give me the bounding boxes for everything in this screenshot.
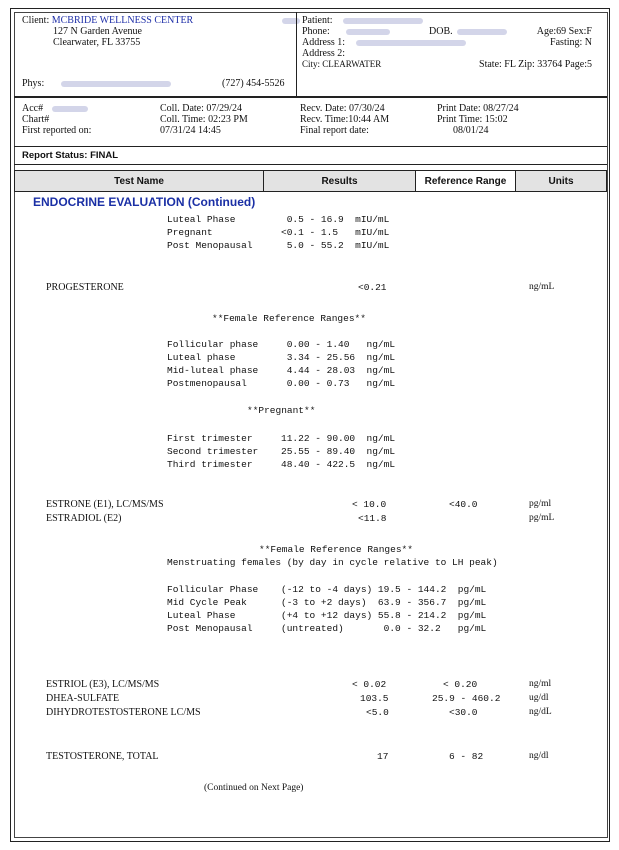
redacted-dob: [457, 29, 507, 35]
prog-pregnant-title: **Pregnant**: [247, 405, 316, 416]
unit-testosterone-total: ng/dl: [529, 751, 549, 761]
recv-time: Recv. Time:10:44 AM: [300, 114, 390, 125]
test-name-progesterone: PROGESTERONE: [46, 282, 124, 293]
prog-female-ranges-title: **Female Reference Ranges**: [212, 313, 366, 324]
print-block: [437, 103, 519, 136]
redacted-address: [356, 40, 466, 46]
coll-date: Coll. Date: 07/29/24: [160, 103, 242, 114]
client-address-1: 127 N Garden Avenue: [53, 26, 142, 37]
patient-block: [302, 15, 592, 70]
collection-block: [160, 103, 248, 136]
test-name-dihydrotestosterone: DIHYDROTESTOSTERONE LC/MS: [46, 707, 201, 718]
print-date: Print Date: 08/27/24: [437, 103, 519, 114]
client-label: Client:: [22, 15, 50, 26]
test-name-dhea-sulfate: DHEA-SULFATE: [46, 693, 120, 704]
print-time: Print Time: 15:02: [437, 114, 508, 125]
prog-range-row: Luteal phase 3.34 - 25.56 ng/mL: [167, 352, 396, 363]
phys-phone: (727) 454-5526: [222, 78, 285, 89]
unit-progesterone: ng/mL: [529, 282, 555, 292]
client-address-2: Clearwater, FL 33755: [53, 37, 141, 48]
age-sex: Age:69 Sex:F: [536, 26, 592, 37]
ref-testosterone-total: 6 - 82: [449, 751, 484, 762]
result-dhea-sulfate: 103.5: [360, 693, 389, 704]
redacted-phone: [346, 29, 390, 35]
e2-range-row: Luteal Phase (+4 to +12 days) 55.8 - 214.2 pg/mL: [167, 610, 487, 621]
lh-range-row: Luteal Phase 0.5 - 16.9 mIU/mL: [167, 214, 390, 225]
city: City: CLEARWATER: [302, 59, 382, 69]
test-name-estriol: ESTRIOL (E3), LC/MS/MS: [46, 679, 160, 690]
prog-range-row: Postmenopausal 0.00 - 0.73 ng/mL: [167, 378, 396, 389]
dob-label: DOB.: [429, 26, 453, 37]
result-testosterone-total: 17: [377, 751, 389, 762]
redacted-physician: [61, 81, 171, 87]
first-reported-label: First reported on:: [22, 125, 92, 136]
patient-label: Patient:: [302, 15, 333, 26]
fasting: Fasting: N: [550, 37, 592, 48]
test-name-testosterone-total: TESTOSTERONE, TOTAL: [46, 751, 159, 762]
e2-range-row: Post Menopausal (untreated) 0.0 - 32.2 pg/mL: [167, 623, 487, 634]
prog-range-row: Mid-luteal phase 4.44 - 28.03 ng/mL: [167, 365, 396, 376]
e2-range-row: Mid Cycle Peak (-3 to +2 days) 63.9 - 356.7 pg/mL: [167, 597, 487, 608]
redacted-acc: [52, 106, 88, 112]
ref-estrone: <40.0: [449, 499, 478, 510]
address2-label: Address 2:: [302, 48, 346, 59]
pregnant-range-row: First trimester 11.22 - 90.00 ng/mL: [167, 433, 396, 444]
result-estriol: < 0.02: [352, 679, 387, 690]
chart-label: Chart#: [22, 114, 50, 125]
result-estradiol: <11.8: [358, 513, 387, 524]
lh-range-row: Post Menopausal 5.0 - 55.2 mIU/mL: [167, 240, 390, 251]
phone-label: Phone:: [302, 26, 330, 37]
unit-dhea-sulfate: ug/dl: [529, 693, 549, 703]
pregnant-range-row: Third trimester 48.40 - 422.5 ng/mL: [167, 459, 396, 470]
first-reported: 07/31/24 14:45: [160, 125, 221, 136]
status-bottom-rule: [14, 164, 607, 165]
result-dihydrotestosterone: <5.0: [366, 707, 389, 718]
redacted-patient-name: [343, 18, 423, 24]
col-header-results: Results: [263, 170, 416, 192]
header-divider: [296, 12, 297, 96]
e2-female-ranges-title: **Female Reference Ranges**: [259, 544, 413, 555]
header-bottom-rule: [14, 96, 607, 98]
unit-estriol: ng/ml: [529, 679, 552, 689]
report-status: Report Status: FINAL: [22, 150, 119, 161]
phys-label: Phys:: [22, 78, 45, 89]
coll-time: Coll. Time: 02:23 PM: [160, 114, 248, 125]
client-block: [22, 15, 300, 48]
col-header-reference-range: Reference Range: [415, 170, 516, 192]
unit-estrone: pg/ml: [529, 499, 552, 509]
result-progesterone: <0.21: [358, 282, 387, 293]
recv-date: Recv. Date: 07/30/24: [300, 103, 385, 114]
e2-range-row: Follicular Phase (-12 to -4 days) 19.5 - 144.2 pg/mL: [167, 584, 487, 595]
acc-label: Acc#: [22, 103, 44, 114]
pregnant-range-row: Second trimester 25.55 - 89.40 ng/mL: [167, 446, 396, 457]
ref-dihydrotestosterone: <30.0: [449, 707, 478, 718]
ref-estriol: < 0.20: [443, 679, 478, 690]
address1-label: Address 1:: [302, 37, 346, 48]
test-name-estradiol: ESTRADIOL (E2): [46, 513, 122, 524]
unit-estradiol: pg/mL: [529, 513, 555, 523]
prog-range-row: Follicular phase 0.00 - 1.40 ng/mL: [167, 339, 396, 350]
redacted-code: [282, 18, 300, 24]
col-header-units: Units: [515, 170, 607, 192]
e2-female-subtitle: Menstruating females (by day in cycle relative to LH peak): [167, 557, 498, 568]
unit-dihydrotestosterone: ng/dL: [529, 707, 552, 717]
dates-bottom-rule: [14, 146, 607, 147]
received-block: [300, 103, 389, 136]
test-name-estrone: ESTRONE (E1), LC/MS/MS: [46, 499, 164, 510]
acc-block: [22, 103, 91, 136]
result-estrone: < 10.0: [352, 499, 387, 510]
client-name: MCBRIDE WELLNESS CENTER: [51, 15, 194, 26]
final-report-date: 08/01/24: [453, 125, 489, 136]
lh-range-row: Pregnant <0.1 - 1.5 mIU/mL: [167, 227, 390, 238]
final-report-label: Final report date:: [300, 125, 369, 136]
state-zip-page: State: FL Zip: 33764 Page:5: [479, 59, 592, 70]
phys-row: [22, 78, 171, 89]
col-header-test-name: Test Name: [14, 170, 264, 192]
section-title: ENDOCRINE EVALUATION (Continued): [33, 195, 256, 209]
continued-note: (Continued on Next Page): [204, 783, 304, 793]
ref-dhea-sulfate: 25.9 - 460.2: [432, 693, 501, 704]
